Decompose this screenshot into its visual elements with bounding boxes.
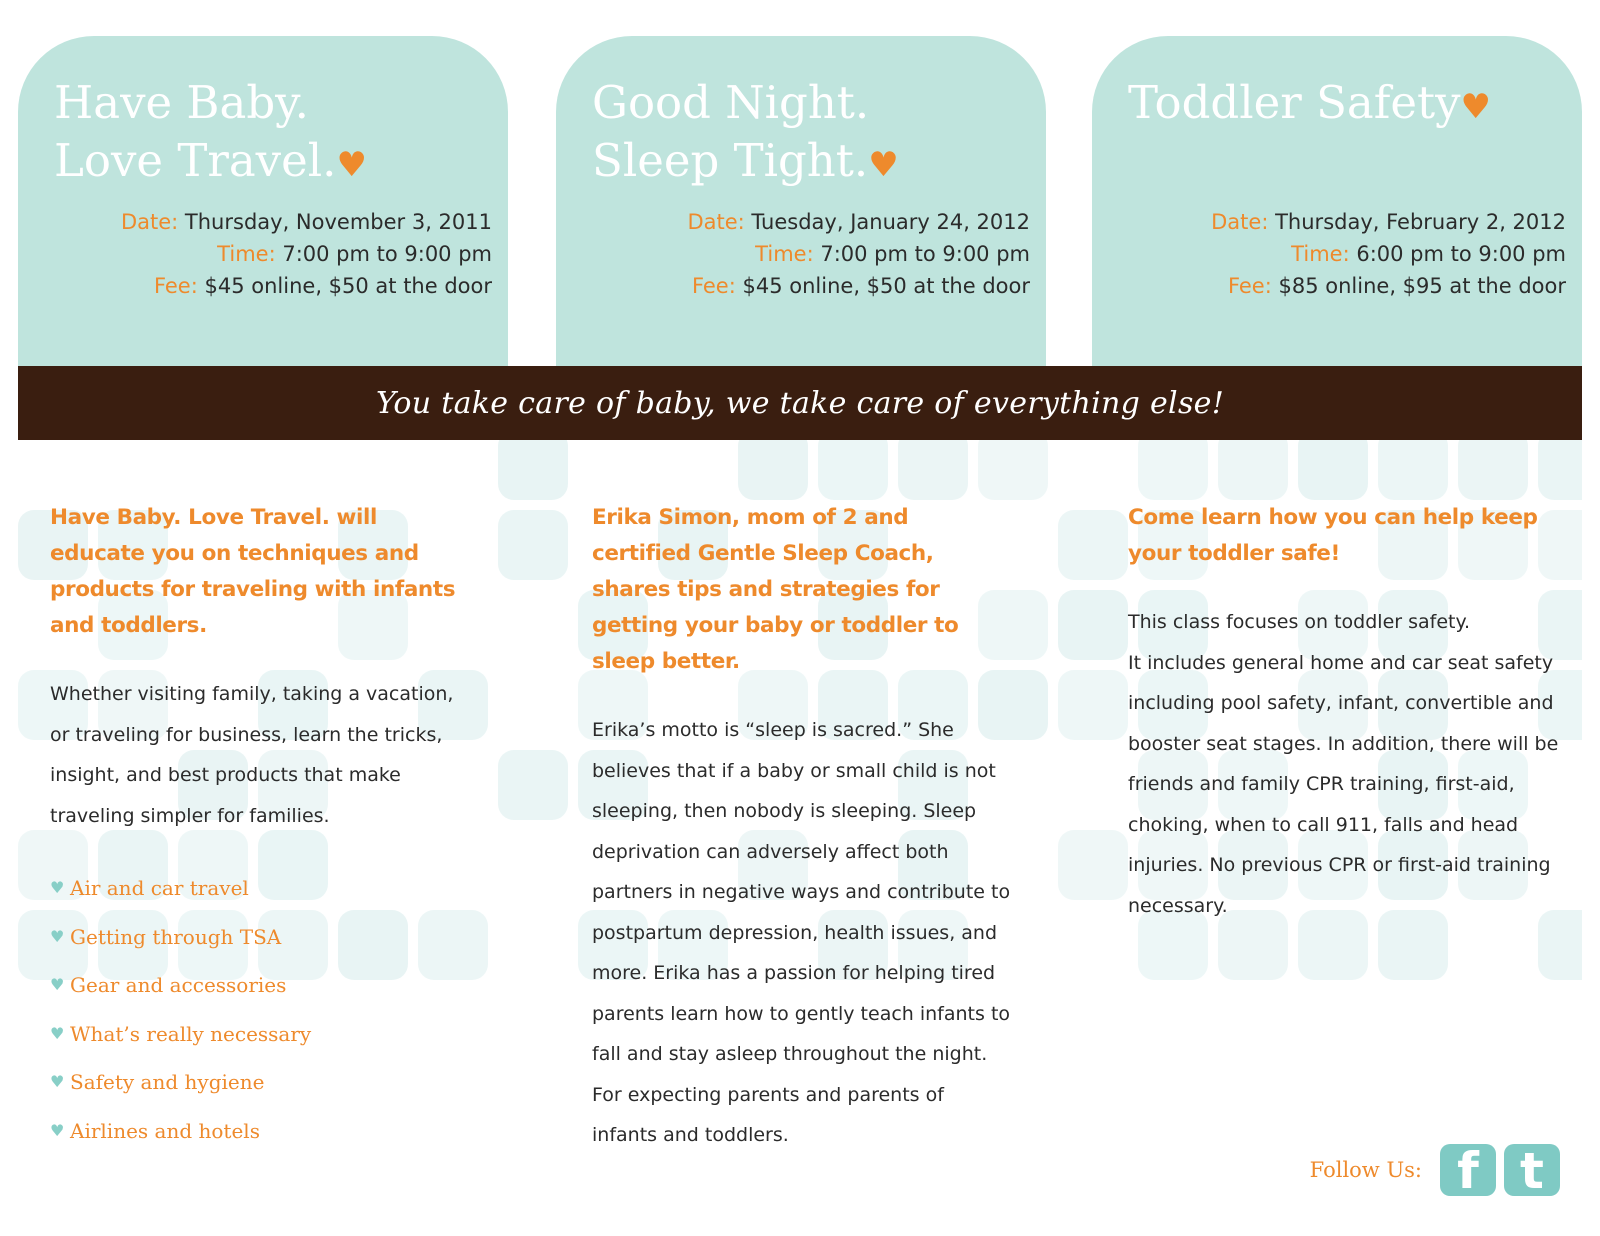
lead-text: Have Baby. Love Travel. will educate you on techniques and products for traveling with infants and toddlers. bbox=[50, 505, 456, 638]
tagline: You take care of baby, we take care of everything else! bbox=[375, 385, 1225, 421]
pattern-square bbox=[1058, 830, 1128, 900]
pattern-square bbox=[1458, 430, 1528, 500]
time-row: Time: 7:00 pm to 9:00 pm bbox=[755, 242, 1030, 266]
fee-row: Fee: $45 online, $50 at the door bbox=[153, 274, 492, 298]
facebook-icon[interactable]: f bbox=[1440, 1144, 1496, 1196]
heart-bullet-icon: ♥ bbox=[50, 1120, 65, 1140]
pattern-square bbox=[1218, 430, 1288, 500]
list-item: ♥ What’s really necessary bbox=[50, 1010, 470, 1059]
pattern-square bbox=[1378, 430, 1448, 500]
list-item: ♥ Gear and accessories bbox=[50, 961, 470, 1010]
tagline-banner bbox=[18, 366, 1582, 440]
card-title: Good Night. Sleep Tight.♥ bbox=[592, 76, 899, 187]
heart-bullet-icon: ♥ bbox=[50, 1072, 65, 1091]
date-row: Date: Tuesday, January 24, 2012 bbox=[687, 210, 1030, 234]
column-toddler-safety bbox=[1128, 500, 1568, 926]
heart-bullet-icon: ♥ bbox=[50, 926, 65, 946]
card-title: Have Baby. Love Travel.♥ bbox=[54, 76, 367, 187]
pattern-square bbox=[1058, 670, 1128, 740]
heart-bullet-icon: ♥ bbox=[50, 975, 65, 994]
heart-icon: ♥ bbox=[1460, 87, 1491, 127]
list-item: ♥ Airlines and hotels bbox=[50, 1107, 470, 1156]
body-text: Erika’s motto is “sleep is sacred.” She believes that if a baby or small child is not sleeping, then nobody is sleeping. Sleep deprivation can adversely affect both partners in negative ways and contribute to postpartum depression, health issues, and more. Erika has a passion for helping tired parents learn how to gently teach infants to fall and stay asleep throughout the night. For expecting parents and parents of infants and toddlers. bbox=[592, 719, 1011, 1146]
class-card-toddler-safety bbox=[1092, 36, 1582, 366]
pattern-square bbox=[818, 430, 888, 500]
pattern-square bbox=[1138, 430, 1208, 500]
column-travel bbox=[50, 500, 470, 1155]
topic-list bbox=[50, 864, 470, 1155]
body-text: It includes general home and car seat safety including pool safety, infant, convertible and booster seat stages. In addition, there will be friends and family CPR training, first-aid, choking, when to call 911, falls and head injuries. No previous CPR or first-aid training necessary. bbox=[1128, 651, 1559, 917]
pattern-square bbox=[898, 430, 968, 500]
list-item: ♥ Safety and hygiene bbox=[50, 1058, 470, 1107]
date-row: Date: Thursday, November 3, 2011 bbox=[120, 210, 492, 234]
pattern-square bbox=[738, 430, 808, 500]
class-card-travel bbox=[18, 36, 508, 366]
time-row: Time: 6:00 pm to 9:00 pm bbox=[1291, 242, 1566, 266]
time-row: Time: 7:00 pm to 9:00 pm bbox=[217, 242, 492, 266]
heart-bullet-icon: ♥ bbox=[50, 878, 65, 897]
twitter-icon[interactable]: t bbox=[1504, 1144, 1560, 1196]
pattern-square bbox=[498, 750, 568, 820]
pattern-square bbox=[1058, 510, 1128, 580]
lead-text: Come learn how you can help keep your toddler safe! bbox=[1128, 505, 1538, 566]
fee-row: Fee: $45 online, $50 at the door bbox=[691, 274, 1030, 298]
pattern-square bbox=[1058, 590, 1128, 660]
follow-label: Follow Us: bbox=[1309, 1158, 1422, 1182]
heart-icon: ♥ bbox=[336, 145, 367, 185]
date-row: Date: Thursday, February 2, 2012 bbox=[1211, 210, 1566, 234]
pattern-square bbox=[1298, 430, 1368, 500]
card-title: Toddler Safety♥ bbox=[1128, 76, 1491, 129]
body-text-intro: This class focuses on toddler safety. bbox=[1128, 611, 1471, 633]
body-text: Whether visiting family, taking a vacation, or traveling for business, learn the tricks, insight, and best products that make traveling simpler for families. bbox=[50, 683, 454, 827]
pattern-square bbox=[498, 430, 568, 500]
class-details bbox=[121, 206, 492, 302]
pattern-square bbox=[978, 430, 1048, 500]
class-details bbox=[1211, 206, 1566, 302]
list-item: ♥ Getting through TSA bbox=[50, 913, 470, 962]
class-card-sleep bbox=[556, 36, 1046, 366]
pattern-square bbox=[1538, 430, 1582, 500]
heart-icon: ♥ bbox=[868, 145, 899, 185]
fee-row: Fee: $85 online, $95 at the door bbox=[1227, 274, 1566, 298]
list-item: ♥ Air and car travel bbox=[50, 864, 470, 913]
class-details bbox=[687, 206, 1030, 302]
column-sleep bbox=[592, 500, 1012, 1156]
pattern-square bbox=[498, 510, 568, 580]
lead-text: Erika Simon, mom of 2 and certified Gentle Sleep Coach, shares tips and strategies for getting your baby or toddler to sleep better. bbox=[592, 505, 959, 674]
follow-us bbox=[1310, 1144, 1560, 1196]
heart-bullet-icon: ♥ bbox=[50, 1023, 65, 1043]
